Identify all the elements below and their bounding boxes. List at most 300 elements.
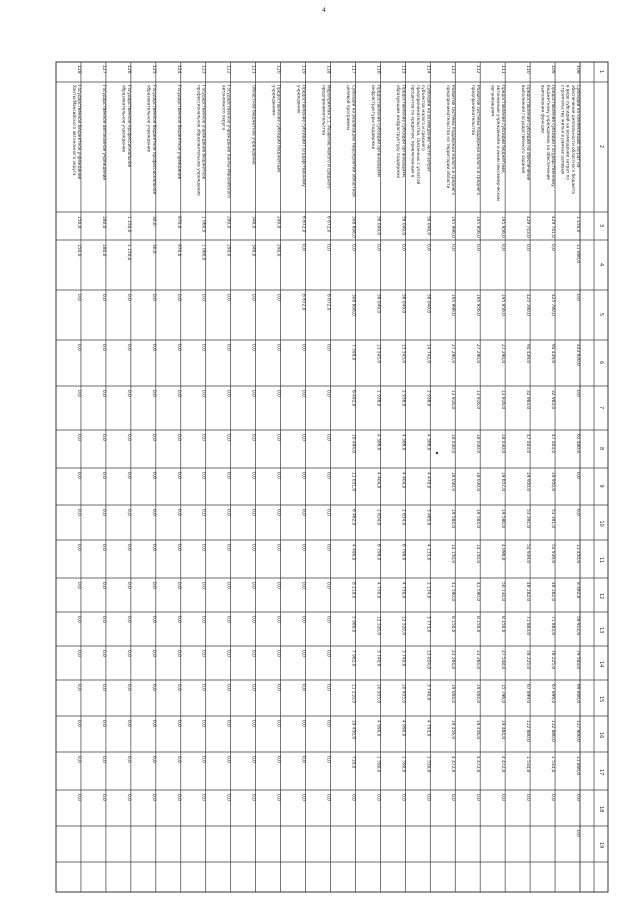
table-cell: 6 672,0: [300, 216, 306, 233]
table-cell: 0,0: [100, 616, 106, 623]
table-cell: 0,0: [525, 244, 531, 251]
table-cell: 0,0: [175, 544, 181, 551]
table-cell: 54 939,0: [550, 544, 556, 564]
table-cell: 346,0: [250, 244, 256, 257]
table-cell: 30,0: [150, 216, 156, 226]
table-cell: 4 096,0: [500, 544, 506, 561]
table-cell: 0,0: [275, 344, 281, 351]
table-cell: 14 150,0: [450, 544, 456, 564]
table-cell: 46 182,0: [550, 582, 556, 602]
table-cell: 0,0: [150, 684, 156, 691]
table-cell: 0,0: [200, 616, 206, 623]
table-cell: 4 133,0: [425, 544, 431, 561]
column-number: 17: [598, 769, 604, 776]
table-cell: 1 150,0: [575, 216, 580, 233]
table-cell: 71 883,0: [550, 616, 556, 636]
table-cell: 0,0: [175, 509, 181, 516]
table-cell: 0,0: [275, 756, 281, 763]
column-number: 4: [598, 263, 604, 267]
table-cell: 443 920,0: [575, 344, 580, 366]
table-cell: 23 264,0: [450, 650, 456, 670]
table-cell: 0,0: [125, 650, 131, 657]
table-cell: 12 520,0: [400, 616, 406, 636]
table-cell: 27 290,0: [475, 344, 481, 364]
table-cell: 4 750,0: [400, 582, 406, 599]
table-cell: 0,0: [175, 684, 181, 691]
table-cell: 0,0: [550, 794, 556, 801]
row-description-line: Мероприятия 3.1. Развитие малого и среднего: [326, 85, 332, 189]
table-cell: 13 916,0: [500, 390, 506, 410]
row-number: 115: [400, 65, 406, 74]
table-cell: 425 780,0: [525, 294, 531, 316]
table-cell: 94 439,0: [550, 344, 556, 364]
table-cell: 12 520,0: [375, 616, 381, 636]
row-number: 120: [275, 65, 281, 74]
table-cell: 0,0: [175, 720, 181, 727]
table-cell: 970,0: [175, 216, 181, 229]
table-cell: 150,0: [75, 216, 81, 229]
row-number: 126: [125, 65, 131, 74]
column-number: 16: [598, 732, 604, 739]
table-cell: 6 672,0: [300, 294, 306, 311]
row-description-line: выполнения функции: [540, 85, 546, 133]
table-cell: 0,0: [125, 756, 131, 763]
table-cell: 0,0: [75, 390, 81, 397]
table-cell: 8 219,0: [350, 582, 356, 599]
row-description-line: Предоставление субсидий на обеспечение: [526, 85, 532, 181]
table-cell: 290,0: [225, 216, 231, 229]
table-cell: 0,0: [325, 344, 331, 351]
table-cell: 0,0: [275, 294, 281, 301]
row-description-line: Ханты-Мансийского автономного округа: [71, 85, 77, 176]
table-cell: 0,0: [175, 794, 181, 801]
table-cell: 0,0: [175, 472, 181, 479]
table-cell: 3 465,0: [425, 509, 431, 526]
table-cell: 0,0: [150, 720, 156, 727]
table-cell: 0,0: [150, 390, 156, 397]
table-cell: 0,0: [575, 794, 580, 801]
table-cell: 0,0: [350, 794, 356, 801]
table-cell: 0,0: [500, 244, 506, 251]
table-cell: 0,0: [300, 684, 306, 691]
table-cell: 0,0: [200, 794, 206, 801]
table-cell: 69 800,0: [575, 684, 580, 704]
table-cell: 0,0: [325, 544, 331, 551]
table-cell: 1 530,0: [425, 756, 431, 773]
table-cell: 0,0: [200, 344, 206, 351]
table-cell: 0,0: [125, 544, 131, 551]
table-cell: 180,0: [100, 244, 106, 257]
row-number: 114: [425, 65, 431, 74]
row-description-line: Предоставление субсидии Государственному: [551, 85, 557, 187]
table-cell: 2 936,0: [375, 390, 381, 407]
table-cell: 0,0: [100, 472, 106, 479]
row-number: 128: [75, 65, 81, 74]
table-cell: 0,0: [275, 650, 281, 657]
column-number: 9: [598, 484, 604, 488]
table-cell: 53 391,0: [550, 509, 556, 529]
table-cell: 13 916,0: [450, 390, 456, 410]
table-cell: 195 956,0: [475, 294, 481, 316]
table-cell: 4 990,0: [375, 720, 381, 737]
table-cell: 0,0: [200, 684, 206, 691]
row-description-line: учреждению: [296, 85, 302, 114]
table-cell: 4 472,0: [500, 756, 506, 773]
table-cell: 19 950,0: [550, 472, 556, 492]
table-cell: 0,0: [250, 794, 256, 801]
table-cell: 0,0: [150, 756, 156, 763]
table-cell: 0,0: [575, 294, 580, 301]
row-number: 108: [575, 65, 580, 74]
table-cell: 18 030,0: [475, 472, 481, 492]
table-cell: 3 740,0: [375, 650, 381, 667]
scan-speck: [436, 452, 438, 454]
table-cell: 0,0: [150, 616, 156, 623]
table-cell: 0,0: [225, 390, 231, 397]
table-cell: 0,0: [150, 544, 156, 551]
table-cell: 18 030,0: [500, 434, 506, 454]
table-cell: 0,0: [75, 434, 81, 441]
row-description-line: организациям: [490, 85, 496, 117]
table-cell: 0,0: [325, 434, 331, 441]
table-cell: 0,0: [150, 794, 156, 801]
table-cell: 15 796,0: [500, 684, 506, 704]
table-cell: 14 742,0: [425, 344, 431, 364]
table-cell: 11 031,0: [350, 472, 356, 492]
table-cell: 79 583,0: [575, 650, 580, 670]
table-cell: 50 734,0: [500, 582, 506, 602]
table-cell: 8 150,0: [475, 616, 481, 633]
table-cell: 6 796,0: [375, 544, 381, 561]
table-cell: 0,0: [325, 794, 331, 801]
row-number: 118: [325, 65, 331, 74]
table-cell: 46 182,0: [525, 582, 531, 602]
table-cell: 0,0: [275, 684, 281, 691]
table-cell: 27 548,0: [500, 650, 506, 670]
table-cell: 1 150,0: [125, 244, 131, 261]
row-description-line: процентов по кредитам, привлеченным в: [410, 85, 416, 178]
table-cell: 0,0: [250, 616, 256, 623]
table-cell: 58 912,0: [575, 616, 580, 636]
row-number: 122: [225, 65, 231, 74]
table-cell: 0,0: [250, 756, 256, 763]
table-cell: 117 900,0: [575, 720, 580, 742]
table-cell: 0,0: [100, 544, 106, 551]
table-cell: 27 290,0: [500, 344, 506, 364]
table-cell: 6 672,0: [325, 294, 331, 311]
table-cell: 0,0: [350, 244, 356, 251]
table-cell: 0,0: [125, 720, 131, 727]
column-number: 19: [598, 842, 604, 849]
table-cell: 4 750,0: [375, 582, 381, 599]
table-cell: 195 996,0: [450, 216, 456, 238]
row-description-line: предпринимательства на территории области: [446, 85, 452, 189]
table-cell: 0,0: [275, 794, 281, 801]
row-description-line: Предоставление субсидий Государственному: [301, 85, 307, 187]
table-cell: 346,0: [250, 216, 256, 229]
row-description-line: в виде субсидий на возмещение затрат по: [565, 85, 571, 180]
table-cell: 0,0: [250, 294, 256, 301]
row-number: 124: [175, 65, 181, 74]
table-cell: 0,0: [175, 650, 181, 657]
table-cell: 0,0: [125, 294, 131, 301]
table-cell: 2 936,0: [425, 390, 431, 407]
table-cell: 23 264,0: [475, 650, 481, 670]
table-cell: 0,0: [75, 294, 81, 301]
table-cell: 0,0: [225, 616, 231, 623]
table-cell: 0,0: [200, 756, 206, 763]
table-cell: 308 898,0: [350, 294, 356, 316]
table-cell: 30,0: [150, 244, 156, 254]
table-cell: 0,0: [325, 582, 331, 589]
row-description-line: автономного округа: [221, 85, 227, 130]
table-cell: 0,0: [275, 720, 281, 727]
table-cell: 0,0: [275, 616, 281, 623]
row-description-line: образовательное учреждение: [121, 85, 127, 153]
row-description-line: предпринимательства: [321, 85, 327, 136]
row-description-line: обеспечение деятельности областного бюджета: [570, 85, 576, 194]
table-cell: 71 883,0: [525, 616, 531, 636]
row-description-line: субъектов малого и среднего: [421, 85, 427, 151]
column-number: 8: [598, 447, 604, 451]
table-cell: 195 956,0: [475, 216, 481, 238]
table-cell: 1 590,0: [375, 756, 381, 773]
table-cell: 19 464,0: [500, 720, 506, 740]
table-cell: 19 456,0: [475, 720, 481, 740]
table-cell: 0,0: [250, 390, 256, 397]
table-cell: 3 740,0: [400, 650, 406, 667]
table-cell: 0,0: [125, 344, 131, 351]
table-cell: 6 462,0: [350, 509, 356, 526]
table-cell: 0,0: [200, 390, 206, 397]
table-cell: 195 956,0: [500, 294, 506, 316]
table-cell: 2 936,0: [400, 390, 406, 407]
table-cell: 0,0: [325, 616, 331, 623]
table-cell: 0,0: [75, 544, 81, 551]
page-number: 4: [322, 7, 326, 14]
table-cell: 19 584,0: [475, 509, 481, 529]
table-cell: 0,0: [325, 244, 331, 251]
table-cell: 0,0: [125, 684, 131, 691]
table-cell: 0,0: [275, 582, 281, 589]
row-description-line: Государственное учреждение бюджетное: [201, 85, 207, 180]
table-cell: 0,0: [300, 650, 306, 657]
column-number: 15: [598, 696, 604, 703]
table-cell: 11 210,0: [350, 684, 356, 704]
table-cell: 0,0: [75, 756, 81, 763]
table-cell: 7 982,0: [350, 650, 356, 667]
row-description-line: автономным учреждениям и иным некоммерческим: [495, 85, 501, 201]
column-number: 5: [598, 313, 604, 317]
row-description-line: Предоставление субсидий бюджетным,: [501, 85, 507, 174]
table-cell: 0,0: [75, 720, 81, 727]
table-cell: 0,0: [200, 544, 206, 551]
table-cell: 429 741,0: [550, 216, 556, 238]
row-description-line: Государственное бюджетное профессиональное: [151, 85, 157, 195]
row-description-line: Государственное учреждение Ханты-Мансийского: [226, 85, 232, 198]
table-cell: 56 049,0: [375, 216, 381, 236]
table-cell: 41 590,0: [475, 582, 481, 602]
table-cell: 0,0: [225, 582, 231, 589]
table-cell: 0,0: [225, 434, 231, 441]
table-cell: 0,0: [575, 390, 580, 397]
row-description-line: Предоставление субсидий организациям,: [401, 85, 407, 179]
table-cell: 0,0: [150, 472, 156, 479]
table-cell: 19 456,0: [450, 720, 456, 740]
table-cell: 6 492,0: [350, 390, 356, 407]
column-number: 10: [598, 520, 604, 527]
table-cell: 2 634,0: [400, 509, 406, 526]
table-cell: 10 955,0: [400, 684, 406, 704]
table-cell: 308 898,0: [350, 216, 356, 238]
table-cell: 5 980,0: [350, 616, 356, 633]
table-cell: 1 590,0: [400, 756, 406, 773]
row-description-line: инфраструктуры поддержки: [371, 85, 377, 150]
row-description-line: Областное бюджетное учреждение: [251, 85, 257, 165]
table-cell: 0,0: [125, 390, 131, 397]
table-cell: 32 983,0: [550, 390, 556, 410]
table-cell: 195 996,0: [450, 294, 456, 316]
row-description-line: Субсидии на компенсацию затрат на: [576, 85, 581, 168]
table-cell: 0,0: [500, 794, 506, 801]
table-cell: 6 672,0: [325, 216, 331, 233]
row-description-line: Развитие системы поддержки малого и среднего: [476, 85, 482, 196]
table-cell: 4 404,0: [400, 472, 406, 489]
table-cell: 0,0: [150, 344, 156, 351]
table-cell: 0,0: [100, 390, 106, 397]
table-cell: 4 472,0: [450, 756, 456, 773]
table-cell: 290,0: [275, 244, 281, 257]
row-description-line: Развитие системы поддержки малого и среднего: [451, 85, 457, 196]
table-cell: 0,0: [300, 509, 306, 516]
table-cell: 18 030,0: [475, 434, 481, 454]
table-cell: 0,0: [300, 794, 306, 801]
table-cell: 0,0: [550, 244, 556, 251]
table-cell: 78 225,0: [525, 650, 531, 670]
table-cell: 0,0: [150, 650, 156, 657]
table-cell: 0,0: [125, 794, 131, 801]
table-cell: 0,0: [400, 244, 406, 251]
row-description-line: профессиональное образовательное учреждение: [196, 85, 202, 196]
row-number: 117: [350, 65, 356, 74]
table-cell: 0,0: [275, 390, 281, 397]
table-cell: 19 584,0: [450, 509, 456, 529]
row-description-line: Субсидии на реализацию мероприятий областной: [351, 85, 357, 197]
table-cell: 0,0: [300, 390, 306, 397]
table-cell: 0,0: [300, 244, 306, 251]
table-cell: 710,0: [350, 756, 356, 769]
table-cell: 0,0: [325, 472, 331, 479]
table-cell: 1 060,0: [200, 216, 206, 233]
table-cell: 0,0: [575, 509, 580, 516]
table-cell: 0,0: [225, 294, 231, 301]
table-cell: 0,0: [100, 344, 106, 351]
table-cell: 0,0: [250, 720, 256, 727]
table-cell: 47 403,0: [525, 434, 531, 454]
table-cell: 4 386,0: [425, 434, 431, 451]
table-cell: 3 740,0: [425, 684, 431, 701]
table-cell: 0,0: [175, 294, 181, 301]
table-cell: 0,0: [275, 434, 281, 441]
table-cell: 0,0: [275, 472, 281, 479]
table-cell: 62 480,0: [575, 434, 580, 454]
table-cell: 0,0: [300, 472, 306, 479]
table-cell: 10 484,0: [350, 434, 356, 454]
row-description-line: образующим инфраструктуру поддержки: [396, 85, 402, 179]
table-cell: 2 134,0: [425, 582, 431, 599]
column-number: 2: [598, 145, 604, 149]
table-cell: 0,0: [100, 756, 106, 763]
table-cell: 94 439,0: [525, 344, 531, 364]
table-cell: 8 462,0: [575, 582, 580, 599]
table-cell: 0,0: [175, 582, 181, 589]
table-cell: 4 470,0: [425, 472, 431, 489]
table-cell: 0,0: [225, 544, 231, 551]
row-description-line: Государственное бюджетное учреждение: [76, 85, 82, 180]
table-cell: 6 796,0: [400, 544, 406, 561]
table-cell: 0,0: [250, 544, 256, 551]
table-cell: 0,0: [575, 472, 580, 479]
table-cell: 0,0: [300, 582, 306, 589]
row-description-line: Предоставление субсидий организациям: [376, 85, 382, 177]
row-number: 111: [500, 65, 506, 74]
table-cell: 0,0: [150, 434, 156, 441]
column-number: 12: [598, 593, 604, 600]
table-cell: 18 030,0: [450, 434, 456, 454]
table-cell: 0,0: [100, 650, 106, 657]
table-cell: 0,0: [75, 344, 81, 351]
row-description-line: Государственное профессиональное: [126, 85, 132, 168]
table-cell: 0,0: [300, 756, 306, 763]
table-cell: 0,0: [300, 344, 306, 351]
table-cell: 0,0: [175, 390, 181, 397]
table-cell: 54 939,0: [525, 544, 531, 564]
table-cell: 14 150,0: [475, 544, 481, 564]
row-description-line: бюджетному учреждению на обеспечение: [545, 85, 551, 180]
table-cell: 0,0: [250, 582, 256, 589]
row-description-line: выполнения государственного задания: [520, 85, 526, 174]
table-cell: 19 004,0: [450, 684, 456, 704]
table-cell: 0,0: [125, 434, 131, 441]
table-cell: 13 545,0: [375, 344, 381, 364]
column-number: 7: [598, 406, 604, 410]
table-cell: 0,0: [100, 684, 106, 691]
row-number: 121: [250, 65, 256, 74]
table-cell: 0,0: [300, 544, 306, 551]
column-number: 11: [598, 557, 604, 564]
table-cell: 7 599,0: [350, 344, 356, 361]
table-cell: 67 899,0: [550, 684, 556, 704]
table-cell: 0,0: [200, 582, 206, 589]
table-cell: 11 800,0: [575, 756, 580, 776]
table-cell: 0,0: [450, 244, 456, 251]
column-number: 3: [598, 224, 604, 228]
table-cell: 13 545,0: [400, 344, 406, 364]
table-cell: 0,0: [375, 794, 381, 801]
table-cell: 4 404,0: [375, 472, 381, 489]
table-cell: 0,0: [525, 794, 531, 801]
table-cell: 56 049,0: [375, 294, 381, 314]
row-number: 109: [550, 65, 556, 74]
table-cell: 11 000,0: [575, 244, 580, 264]
table-cell: 1 150,0: [125, 216, 131, 233]
table-cell: 0,0: [125, 472, 131, 479]
table-cell: 56 049,0: [400, 216, 406, 236]
table-cell: 0,0: [425, 794, 431, 801]
table-cell: 0,0: [75, 472, 81, 479]
table-cell: 47 403,0: [550, 434, 556, 454]
table-cell: 58 049,0: [425, 216, 431, 236]
